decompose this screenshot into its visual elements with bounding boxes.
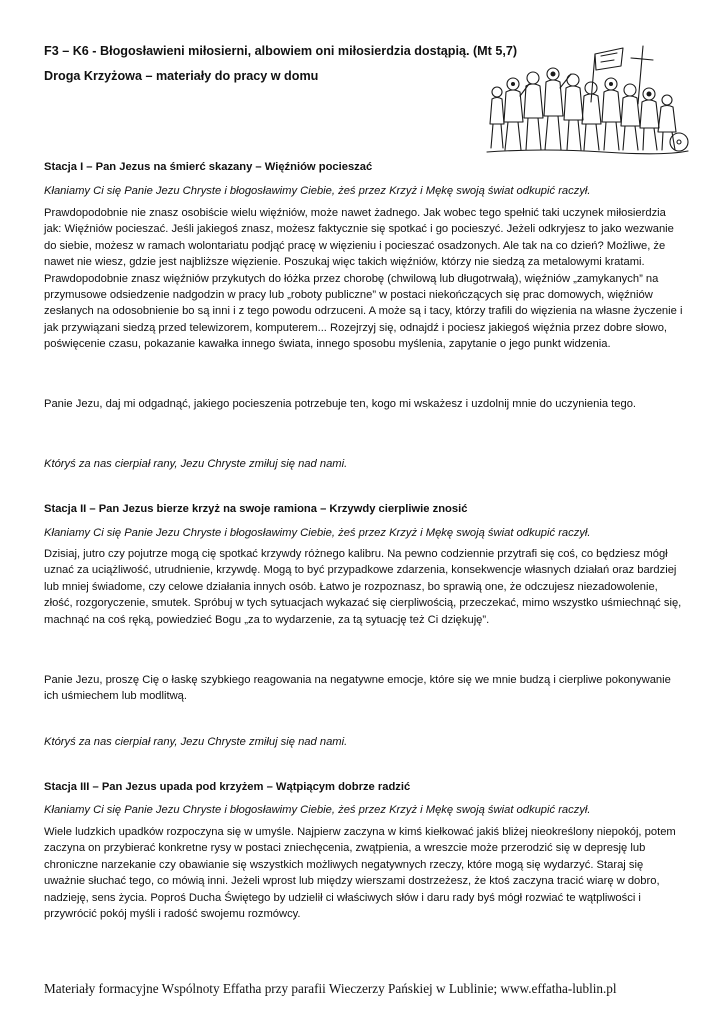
station-3-heading: Stacja III – Pan Jezus upada pod krzyżem – Wątpiącym dobrze radzić	[44, 781, 411, 793]
station-2-heading: Stacja II – Pan Jezus bierze krzyż na swoje ramiona – Krzywdy cierpliwie znosić	[44, 503, 468, 515]
station-2-invocation: Kłaniamy Ci się Panie Jezu Chryste i błogosławimy Ciebie, żeś przez Krzyż i Mękę swoją świat odkupić raczył.	[44, 527, 591, 539]
station-2-prayer: Panie Jezu, proszę Cię o łaskę szybkiego reagowania na negatywne emocje, które się we mnie budzą i cierpliwe pokonywanie ich uśmiechem lub modlitwą.	[44, 674, 671, 703]
station-2-closing: Któryś za nas cierpiał rany, Jezu Chryste zmiłuj się nad nami.	[44, 736, 348, 748]
page-footer: Materiały formacyjne Wspólnoty Effatha przy parafii Wieczerzy Pańskiej w Lublinie; www.effatha-lublin.pl	[44, 981, 617, 996]
station-3-invocation: Kłaniamy Ci się Panie Jezu Chryste i błogosławimy Ciebie, żeś przez Krzyż i Mękę swoją świat odkupić raczył.	[44, 804, 591, 816]
station-1-invocation: Kłaniamy Ci się Panie Jezu Chryste i błogosławimy Ciebie, żeś przez Krzyż i Mękę swoją świat odkupić raczył.	[44, 185, 591, 197]
document-subtitle: Droga Krzyżowa – materiały do pracy w domu	[44, 69, 319, 83]
crowd-procession-illustration	[483, 44, 693, 156]
station-1-prayer: Panie Jezu, daj mi odgadnąć, jakiego pocieszenia potrzebuje ten, kogo mi wskażesz i uzdolnij mnie do uczynienia tego.	[44, 398, 637, 410]
station-3-body: Wiele ludzkich upadków rozpoczyna się w umyśle. Najpierw zaczyna w kimś kiełkować jakiś bliżej nieokreślony niepokój, potem zaczyna on przybierać konkretne rysy w postaci zniechęcenia, zwątpienia, a wreszcie może przerodzić się w depresję lub chroniczne narzekanie czy obawianie się wszystkich możliwych negatywnych rzeczy, które mogą się wydarzyć. Staraj się uważnie słuchać tego, co mówią inni. Jeżeli wprost lub między wierszami dostrzeżesz, że ktoś zaczyna tracić wiarę w dobro, nadzieję, sens życia. Poproś Ducha Świętego by udzielił ci właściwych słów i daru rady byś mógł rozwiać te wątpliwości i przywrócić pokój myśli i radość swojemu rozmówcy.	[44, 826, 676, 921]
document-title: F3 – K6 - Błogosławieni miłosierni, albowiem oni miłosierdzia dostąpią. (Mt 5,7)	[44, 44, 518, 58]
station-1-closing: Któryś za nas cierpiał rany, Jezu Chryste zmiłuj się nad nami.	[44, 458, 348, 470]
station-2-body: Dzisiaj, jutro czy pojutrze mogą cię spotkać krzywdy różnego kalibru. Na pewno codziennie przytrafi się coś, co będziesz mógł uznać za uciążliwość, utrudnienie, krzywdę. Mogą to być przypadkowe zdarzenia, konsekwencje własnych działań oraz bardziej lub mniej świadome, czy celowe działania innych osób. Łatwo je rozpoznasz, bo sprawią one, że odczujesz niezadowolenie, złość, rozgoryczenie, smutek. Spróbuj w tych sytuacjach wykazać się cierpliwością, przeczekać, mimo wszystko uśmiechnąć się, machnąć na coś ręką, powiedzieć Bogu „za to wydarzenie, za tą sytuację też Ci dziękuję”.	[44, 548, 682, 626]
station-1-body: Prawdopodobnie nie znasz osobiście wielu więźniów, może nawet żadnego. Jak wobec tego spełnić taki uczynek miłosierdzia jak: Więźniów pocieszać. Jeśli jakiegoś znasz, możesz faktycznie się spotkać i go pocieszyć. Jeżeli odkryjesz to jako wezwanie do siebie, możesz w ramach wolontariatu podjąć pracę w więzieniu i pocieszać osadzonych. Ale tak na co dzień? Możliwe, że nawet nie wiesz, gdzie jest najbliższe więzienie. Poszukaj więc takich więźniów, którzy nie siedzą za metalowymi kratami. Prawdopodobnie znasz więźniów przykutych do łóżka przez chorobę (chwilową lub długotrwałą), więźniów „zamykanych” na przymusowe odsiedzenie nadgodzin w pracy lub „roboty publiczne” w postaci niekończących się prac domowych, więźniów zesłanych na odosobnienie bo są inni i z tego powodu odrzuceni. A może są i tacy, którzy trafili do więzienia na własne życzenie i jak przywiązani siedzą przed telewizorem, komputerem... Rozejrzyj się, odnajdź i pociesz jakiegoś więźnia przez dobre słowo, poświęcenie czasu, pokazanie kawałka innego świata, innego sposobu myślenia, zapytanie o jego punkt widzenia.	[44, 207, 683, 351]
station-1-heading: Stacja I – Pan Jezus na śmierć skazany – Więźniów pocieszać	[44, 161, 373, 173]
